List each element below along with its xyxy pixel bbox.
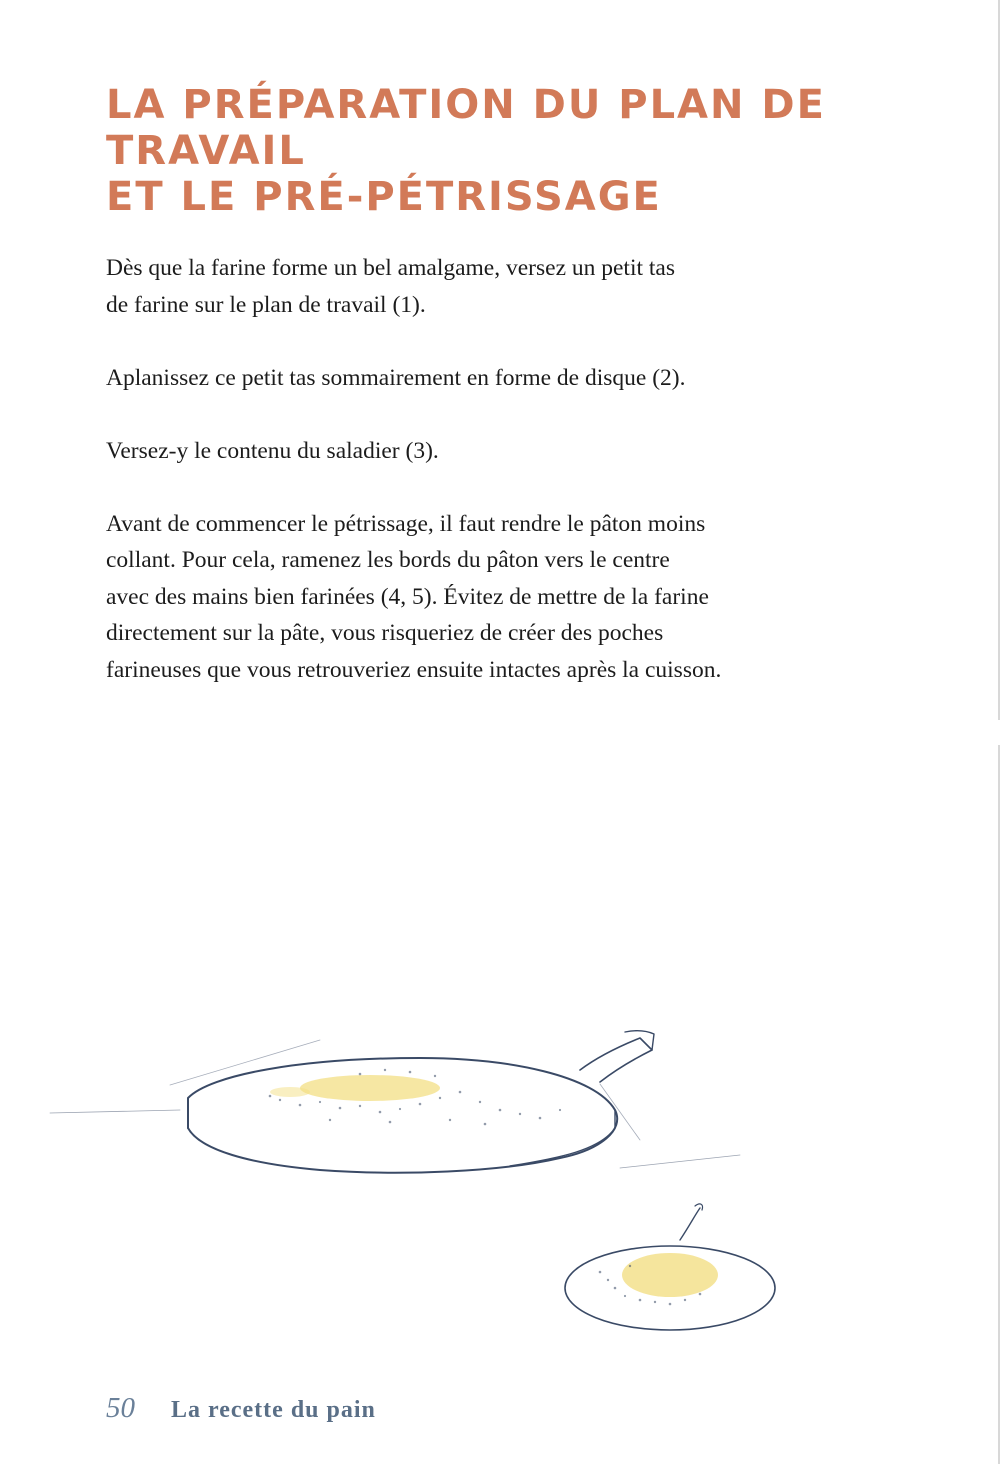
text-line: avec des mains bien farinées (4, 5). Évitez de mettre de la farine — [106, 583, 709, 610]
text-line: de farine sur le plan de travail (1). — [106, 291, 426, 318]
page-footer — [106, 1392, 376, 1432]
peel-and-dough-illustration — [40, 1010, 800, 1340]
text-line: Versez-y le contenu du saladier (3). — [106, 437, 439, 464]
title-line: LA PRÉPARATION DU PLAN DE TRAVAIL — [106, 82, 826, 174]
page-title — [106, 82, 906, 220]
text-line: collant. Pour cela, ramenez les bords du pâton vers le centre — [106, 547, 670, 573]
body-text — [106, 250, 866, 725]
paragraph — [106, 250, 866, 323]
page-number: 50 — [106, 1392, 135, 1424]
paragraph — [106, 360, 866, 397]
paragraph — [106, 506, 866, 689]
paragraph — [106, 433, 866, 470]
section-title: La recette du pain — [171, 1397, 376, 1423]
text-line: Aplanissez ce petit tas sommairement en forme de disque (2). — [106, 364, 686, 391]
text-line: Dès que la farine forme un bel amalgame, versez un petit tas — [106, 255, 675, 281]
text-line: directement sur la pâte, vous risqueriez de créer des poches — [106, 620, 664, 646]
text-line: Avant de commencer le pétrissage, il faut rendre le pâton moins — [106, 510, 706, 537]
title-line: ET LE PRÉ-PÉTRISSAGE — [106, 174, 662, 220]
text-line: farineuses que vous retrouveriez ensuite intactes après la cuisson. — [106, 656, 722, 683]
